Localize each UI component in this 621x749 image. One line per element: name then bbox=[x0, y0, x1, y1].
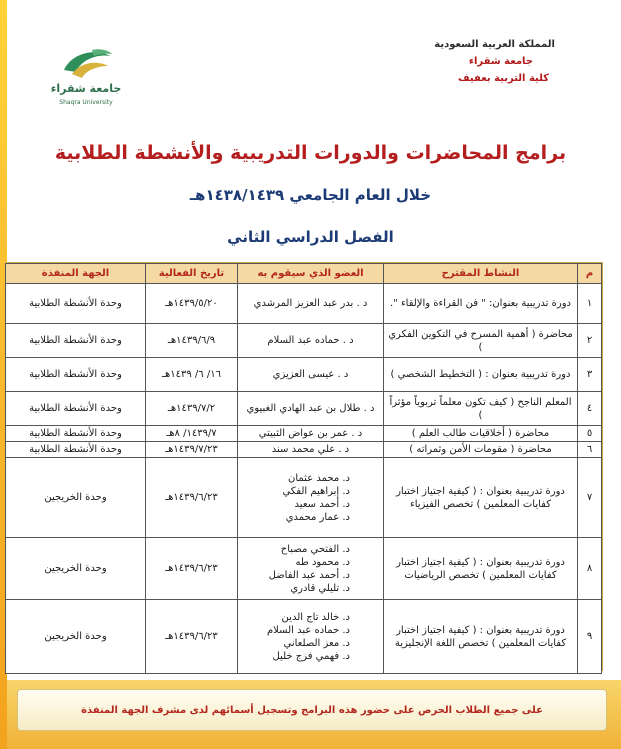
member-name: د . حماده عبد السلام bbox=[267, 335, 354, 346]
col-header-date: تاريخ الفعالية bbox=[146, 264, 238, 284]
row-activity: المعلم الناجح ( كيف تكون معلماً تربوياً مؤثراً ) bbox=[384, 392, 578, 426]
row-number: ٥ bbox=[578, 426, 602, 442]
row-unit: وحدة الخريجين bbox=[6, 538, 146, 600]
row-activity: دورة تدريبية بعنوان : ( كيفية اجتياز اختبار كفايات المعلمين ) تخصص اللغة الإنجليزية bbox=[384, 600, 578, 674]
table-row bbox=[6, 324, 602, 358]
member-name: د . طلال بن عبد الهادي الغبيوي bbox=[246, 403, 375, 414]
row-activity: محاضرة ( أخلاقيات طالب العلم ) bbox=[384, 426, 578, 442]
member-name: د. محمد عثمان bbox=[288, 472, 350, 484]
footer-note: على جميع الطلاب الحرص على حضور هذه البرامج وتسجيل أسمائهم لدى مشرف الجهة المنفذة bbox=[17, 689, 607, 731]
programs-table bbox=[5, 263, 602, 674]
member-name: د . عمر بن عواض الثبيتي bbox=[258, 428, 363, 439]
member-name: د. محمود طه bbox=[295, 556, 350, 568]
row-members bbox=[238, 324, 384, 358]
member-name: د. حماده عبد السلام bbox=[266, 624, 350, 636]
row-date: ١٤٣٩/٦/٢٣هـ bbox=[146, 600, 238, 674]
svg-text:Shaqra University: Shaqra University bbox=[59, 99, 113, 106]
row-unit: وحدة الأنشطة الطلابية bbox=[6, 442, 146, 458]
member-name: د. أحمد سعيد bbox=[294, 498, 350, 510]
row-date: ١٤٣٩/٥/٢٠هـ bbox=[146, 284, 238, 324]
row-activity: دورة تدريبية بعنوان : ( كيفية اجتياز اختبار كفايات المعلمين ) تخصص الفيزياء bbox=[384, 458, 578, 538]
row-date: ١٤٣٩/٦/٢٣هـ bbox=[146, 458, 238, 538]
member-name: د. الفتحي مصباح bbox=[280, 543, 350, 555]
institution-header bbox=[355, 36, 555, 87]
row-activity: دورة تدريبية بعنوان : ( كيفية اجتياز اختبار كفايات المعلمين ) تخصص الرياضيات bbox=[384, 538, 578, 600]
university-name: جامعة شقراء bbox=[468, 56, 533, 67]
university-logo bbox=[42, 42, 130, 112]
row-unit: وحدة الأنشطة الطلابية bbox=[6, 284, 146, 324]
row-number: ٣ bbox=[578, 358, 602, 392]
row-date: ١٤٣٩/٦/٢٣هـ bbox=[146, 538, 238, 600]
member-name: د . علي محمد سند bbox=[271, 444, 350, 455]
row-number: ٤ bbox=[578, 392, 602, 426]
row-number: ٢ bbox=[578, 324, 602, 358]
member-name: د. إبراهيم الفكي bbox=[282, 485, 350, 497]
row-members bbox=[238, 458, 384, 538]
table-row bbox=[6, 458, 602, 538]
row-members bbox=[238, 426, 384, 442]
row-unit: وحدة الأنشطة الطلابية bbox=[6, 358, 146, 392]
logo-emblem-icon bbox=[42, 42, 130, 112]
member-name: د. عمار محمدي bbox=[285, 511, 350, 523]
table-row bbox=[6, 284, 602, 324]
col-header-number: م bbox=[578, 264, 602, 284]
table-row bbox=[6, 538, 602, 600]
member-name: د . بدر عبد العزيز المرشدي bbox=[253, 298, 368, 309]
kingdom-name: المملكة العربية السعودية bbox=[434, 39, 555, 50]
row-number: ٩ bbox=[578, 600, 602, 674]
row-activity: محاضرة ( أهمية المسرح في التكوين الفكري ) bbox=[384, 324, 578, 358]
row-members bbox=[238, 358, 384, 392]
row-unit: وحدة الأنشطة الطلابية bbox=[6, 324, 146, 358]
row-members bbox=[238, 392, 384, 426]
row-unit: وحدة الخريجين bbox=[6, 458, 146, 538]
row-members bbox=[238, 284, 384, 324]
member-name: د. فهمي فرج خليل bbox=[272, 650, 350, 662]
row-members bbox=[238, 442, 384, 458]
row-activity: دورة تدريبية بعنوان : ( التخطيط الشخصي ) bbox=[384, 358, 578, 392]
member-name: د. معز الصلعاني bbox=[283, 637, 350, 649]
row-date: ١٤٣٩/٧/ ٨هـ bbox=[146, 426, 238, 442]
academic-year: خلال العام الجامعي ١٤٣٨/١٤٣٩هـ bbox=[189, 186, 432, 204]
col-header-unit: الجهة المنفذة bbox=[6, 264, 146, 284]
row-date: ١٤٣٩/٦/٩هـ bbox=[146, 324, 238, 358]
table-row bbox=[6, 600, 602, 674]
row-date: ١٦/ ٦/ ١٤٣٩هـ bbox=[146, 358, 238, 392]
row-unit: وحدة الخريجين bbox=[6, 600, 146, 674]
row-activity: دورة تدريبية بعنوان: " فن القراءة والإلقاء ". bbox=[384, 284, 578, 324]
programs-table-frame bbox=[7, 262, 603, 671]
table-row bbox=[6, 426, 602, 442]
table-row bbox=[6, 442, 602, 458]
row-members bbox=[238, 600, 384, 674]
row-number: ٨ bbox=[578, 538, 602, 600]
row-unit: وحدة الأنشطة الطلابية bbox=[6, 426, 146, 442]
row-number: ٧ bbox=[578, 458, 602, 538]
row-number: ٦ bbox=[578, 442, 602, 458]
table-row bbox=[6, 358, 602, 392]
row-date: ١٤٣٩/٧/٢٣هـ bbox=[146, 442, 238, 458]
member-name: د. أحمد عبد الفاضل bbox=[268, 569, 350, 581]
row-number: ١ bbox=[578, 284, 602, 324]
row-activity: محاضرة ( مقومات الأمن وثمراته ) bbox=[384, 442, 578, 458]
svg-text:جامعة شقراء: جامعة شقراء bbox=[50, 82, 122, 95]
col-header-member: العضو الذي سيقوم به bbox=[238, 264, 384, 284]
row-unit: وحدة الأنشطة الطلابية bbox=[6, 392, 146, 426]
member-name: د. خالد تاج الدين bbox=[281, 611, 350, 623]
row-members bbox=[238, 538, 384, 600]
col-header-activity: النشاط المقترح bbox=[384, 264, 578, 284]
semester-label: الفصل الدراسي الثاني bbox=[227, 228, 394, 246]
college-name: كلية التربية بعفيف bbox=[458, 73, 549, 84]
row-date: ١٤٣٩/٧/٢هـ bbox=[146, 392, 238, 426]
member-name: د . عيسى العزيزي bbox=[272, 369, 349, 380]
table-row bbox=[6, 392, 602, 426]
member-name: د. تليلي قادري bbox=[290, 582, 350, 594]
page-title: برامج المحاضرات والدورات التدريبية والأنشطة الطلابية bbox=[54, 142, 567, 164]
table-header-row bbox=[6, 264, 602, 284]
